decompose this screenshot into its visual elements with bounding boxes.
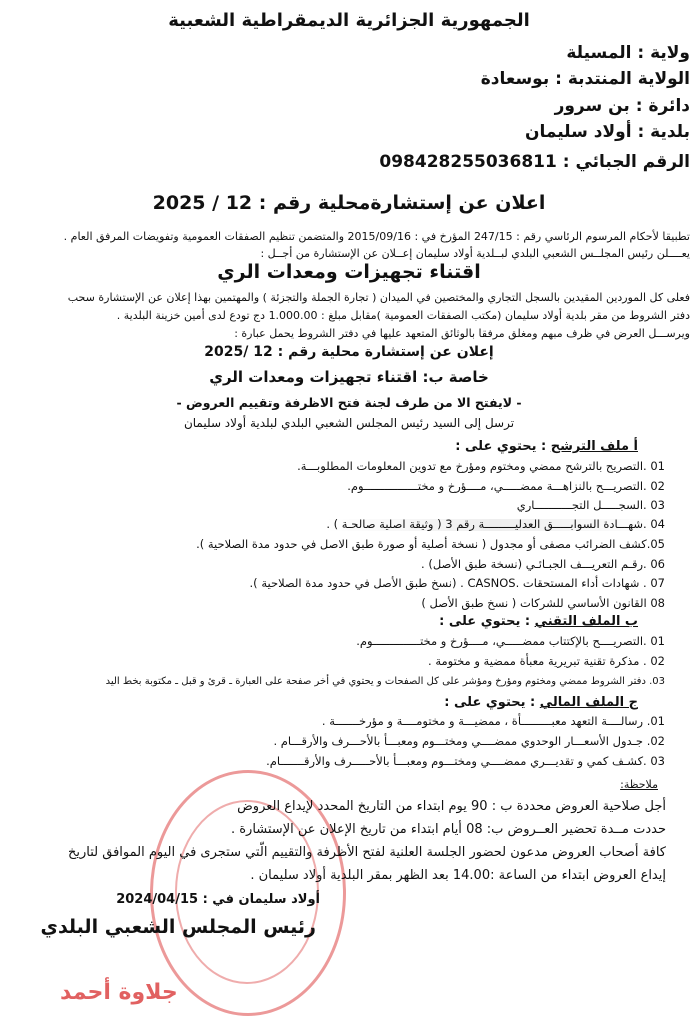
delegated-wilaya: الولاية المنتدبة : بوسعادة [480, 69, 690, 89]
list-item: 07 . شهادات أداء المستحقات .CASNOS . (نسخ طبق الأصل في حدود مدة الصلاحية ). [249, 576, 665, 590]
commune: بلدية : أولاد سليمان [524, 122, 690, 142]
list-item: 01 .التصريح بالترشح ممضي ومختوم ومؤرخ مع تدوين المعلومات المطلوبـــة. [297, 459, 665, 473]
envelope-line-4: ترسل إلى السيد رئيس المجلس الشعبي البلدي لبلدية أولاد سليمان [183, 416, 515, 430]
list-item: 03 .كشـف كمي و تقديـــري ممضــــي ومختـــوم ومعبـــأ بالأحـــــرف والأرقـــــــام. [266, 754, 665, 768]
body-line: فعلى كل الموردين المقيدين بالسجل التجاري والمختصين في الميدان ( تجارة الجملة والتجزئة ) والمهتمين بهذا إعلان عن الإستشارة سحب [67, 291, 690, 304]
wilaya: ولاية : المسيلة [566, 43, 690, 63]
intro-line: يعــــلن رئيس المجلــس الشعبي البلدي لبــلدية أولاد سليمان إعــلان عن الإستشارة من أجــل : [260, 247, 690, 260]
signature-place-date: أولاد سليمان في : 2024/04/15 [116, 892, 320, 907]
list-item: 01. رسالــــة التعهد معبـــــــــأة ، ممضيـــة و مختومــــة و مؤرخـــــــة . [321, 714, 665, 728]
list-item: 02 . مذكرة تقنية تبريرية معبأة ممضية و مختومة . [428, 654, 665, 668]
section-suffix: : يحتوي على : [455, 439, 551, 454]
signatory-name: جلاوة أحمد [60, 980, 178, 1005]
list-item: 03 .السجـــــل التجـــــــــــاري [516, 498, 665, 512]
section-suffix: : يحتوي على : [439, 614, 535, 629]
note-line: حددت مــدة تحضير العــروض ب: 08 أيام ابتداء من تاريخ الإعلان عن الإستشارة . [230, 822, 666, 837]
envelope-line-2: خاصة ب: اقتناء تجهيزات ومعدات الري [209, 368, 489, 386]
section-title: أ ملف الترشح [550, 439, 638, 454]
section-heading-technical [439, 615, 638, 628]
note-line: إيداع العروض ابتداء من الساعة :14.00 بعد الظهر بمقر البلدية أولاد سليمان . [250, 868, 666, 883]
signature-role: رئيس المجلس الشعبي البلدي [40, 916, 316, 938]
list-item: 03. دفتر الشروط ممضي ومختوم ومؤرخ ومؤشر على كل الصفحات و يحتوي في أخر صفحة على العبارة ـ قرئ و قبل ـ مكتوبة بخط اليد [105, 676, 665, 687]
envelope-line-1: إعلان عن إستشارة محلية رقم : 12 /2025 [204, 344, 494, 360]
note-line: أجل صلاحية العروض محددة ب : 90 يوم ابتداء من التاريخ المحدد لإيداع العروض [237, 799, 666, 814]
list-item: 02. جـدول الأسعـــار الوحدوي ممضــــي ومختـــوم ومعبـــأ بالأحـــرف والأرقـــام . [273, 734, 665, 748]
list-item: 06 .رقـم التعريـــف الجبـائـي (نسخة طبق الأصل) . [421, 557, 665, 571]
section-title: ج الملف المالي [539, 695, 638, 710]
list-item: 05.كشف الضرائب مصفى أو مجدول ( نسخة أصلية أو صورة طبق الاصل في حدود مدة الصلاحية ). [196, 537, 665, 551]
section-suffix: : يحتوي على : [444, 695, 540, 710]
body-line: دفتر الشروط من مقر بلدية أولاد سليمان (مكتب الصفقات العمومية )مقابل مبلغ : 1.000.00 دج تودع لدى أمين خزينة البلدية . [116, 309, 690, 322]
republic-header: الجمهورية الجزائرية الديمقراطية الشعبية [168, 10, 530, 31]
envelope-line-3: - لايفتح الا من طرف لجنة فتح الاظرفة وتقييم العروض - [176, 395, 522, 410]
list-item: 02 .التصريـــح بالنزاهـــة ممضـــــي، مــــؤرخ و مختــــــــــــــــوم. [347, 479, 665, 493]
list-item: 08 القانون الأساسي للشركات ( نسخ طبق الأصل ) [421, 596, 665, 610]
list-item: 04 .شهـــادة السوابـــــق العدليـــــــــة رقم 3 ( وثيقة اصلية صالحـة ) . [326, 517, 665, 531]
daira: دائرة : بن سرور [554, 96, 690, 116]
document-title: اعلان عن إستشارةمحلية رقم : 12 / 2025 [152, 192, 546, 214]
subject-title: اقتناء تجهيزات ومعدات الري [217, 261, 481, 283]
notes-heading: ملاحظة: [620, 778, 658, 791]
section-heading-candidacy [455, 440, 638, 453]
intro-line: تطبيقا لأحكام المرسوم الرئاسي رقم : 247/15 المؤرخ في : 2015/09/16 والمتضمن تنظيم الصفقات العمومية وتفويضات المرفق العام . [63, 230, 690, 243]
section-heading-financial [444, 696, 638, 709]
tax-number: الرقم الجبائي : 098428255036811 [379, 152, 690, 172]
note-line: كافة أصحاب العروض مدعون لحضور الجلسة العلنية لفتح الأظرفة والتقييم الّتي ستجرى في اليوم الموافق لتاريخ [67, 845, 666, 860]
body-line: ويرســـل العرض في ظرف مبهم ومغلق مرفقا بالوثائق المتعهد عليها في دفتر الشروط يحمل عبارة : [234, 327, 690, 340]
list-item: 01 .التصريــــح بالإكتتاب ممضـــــي، مــــؤرخ و مختــــــــــــــوم. [356, 634, 665, 648]
section-title: ب الملف التقني [534, 614, 638, 629]
